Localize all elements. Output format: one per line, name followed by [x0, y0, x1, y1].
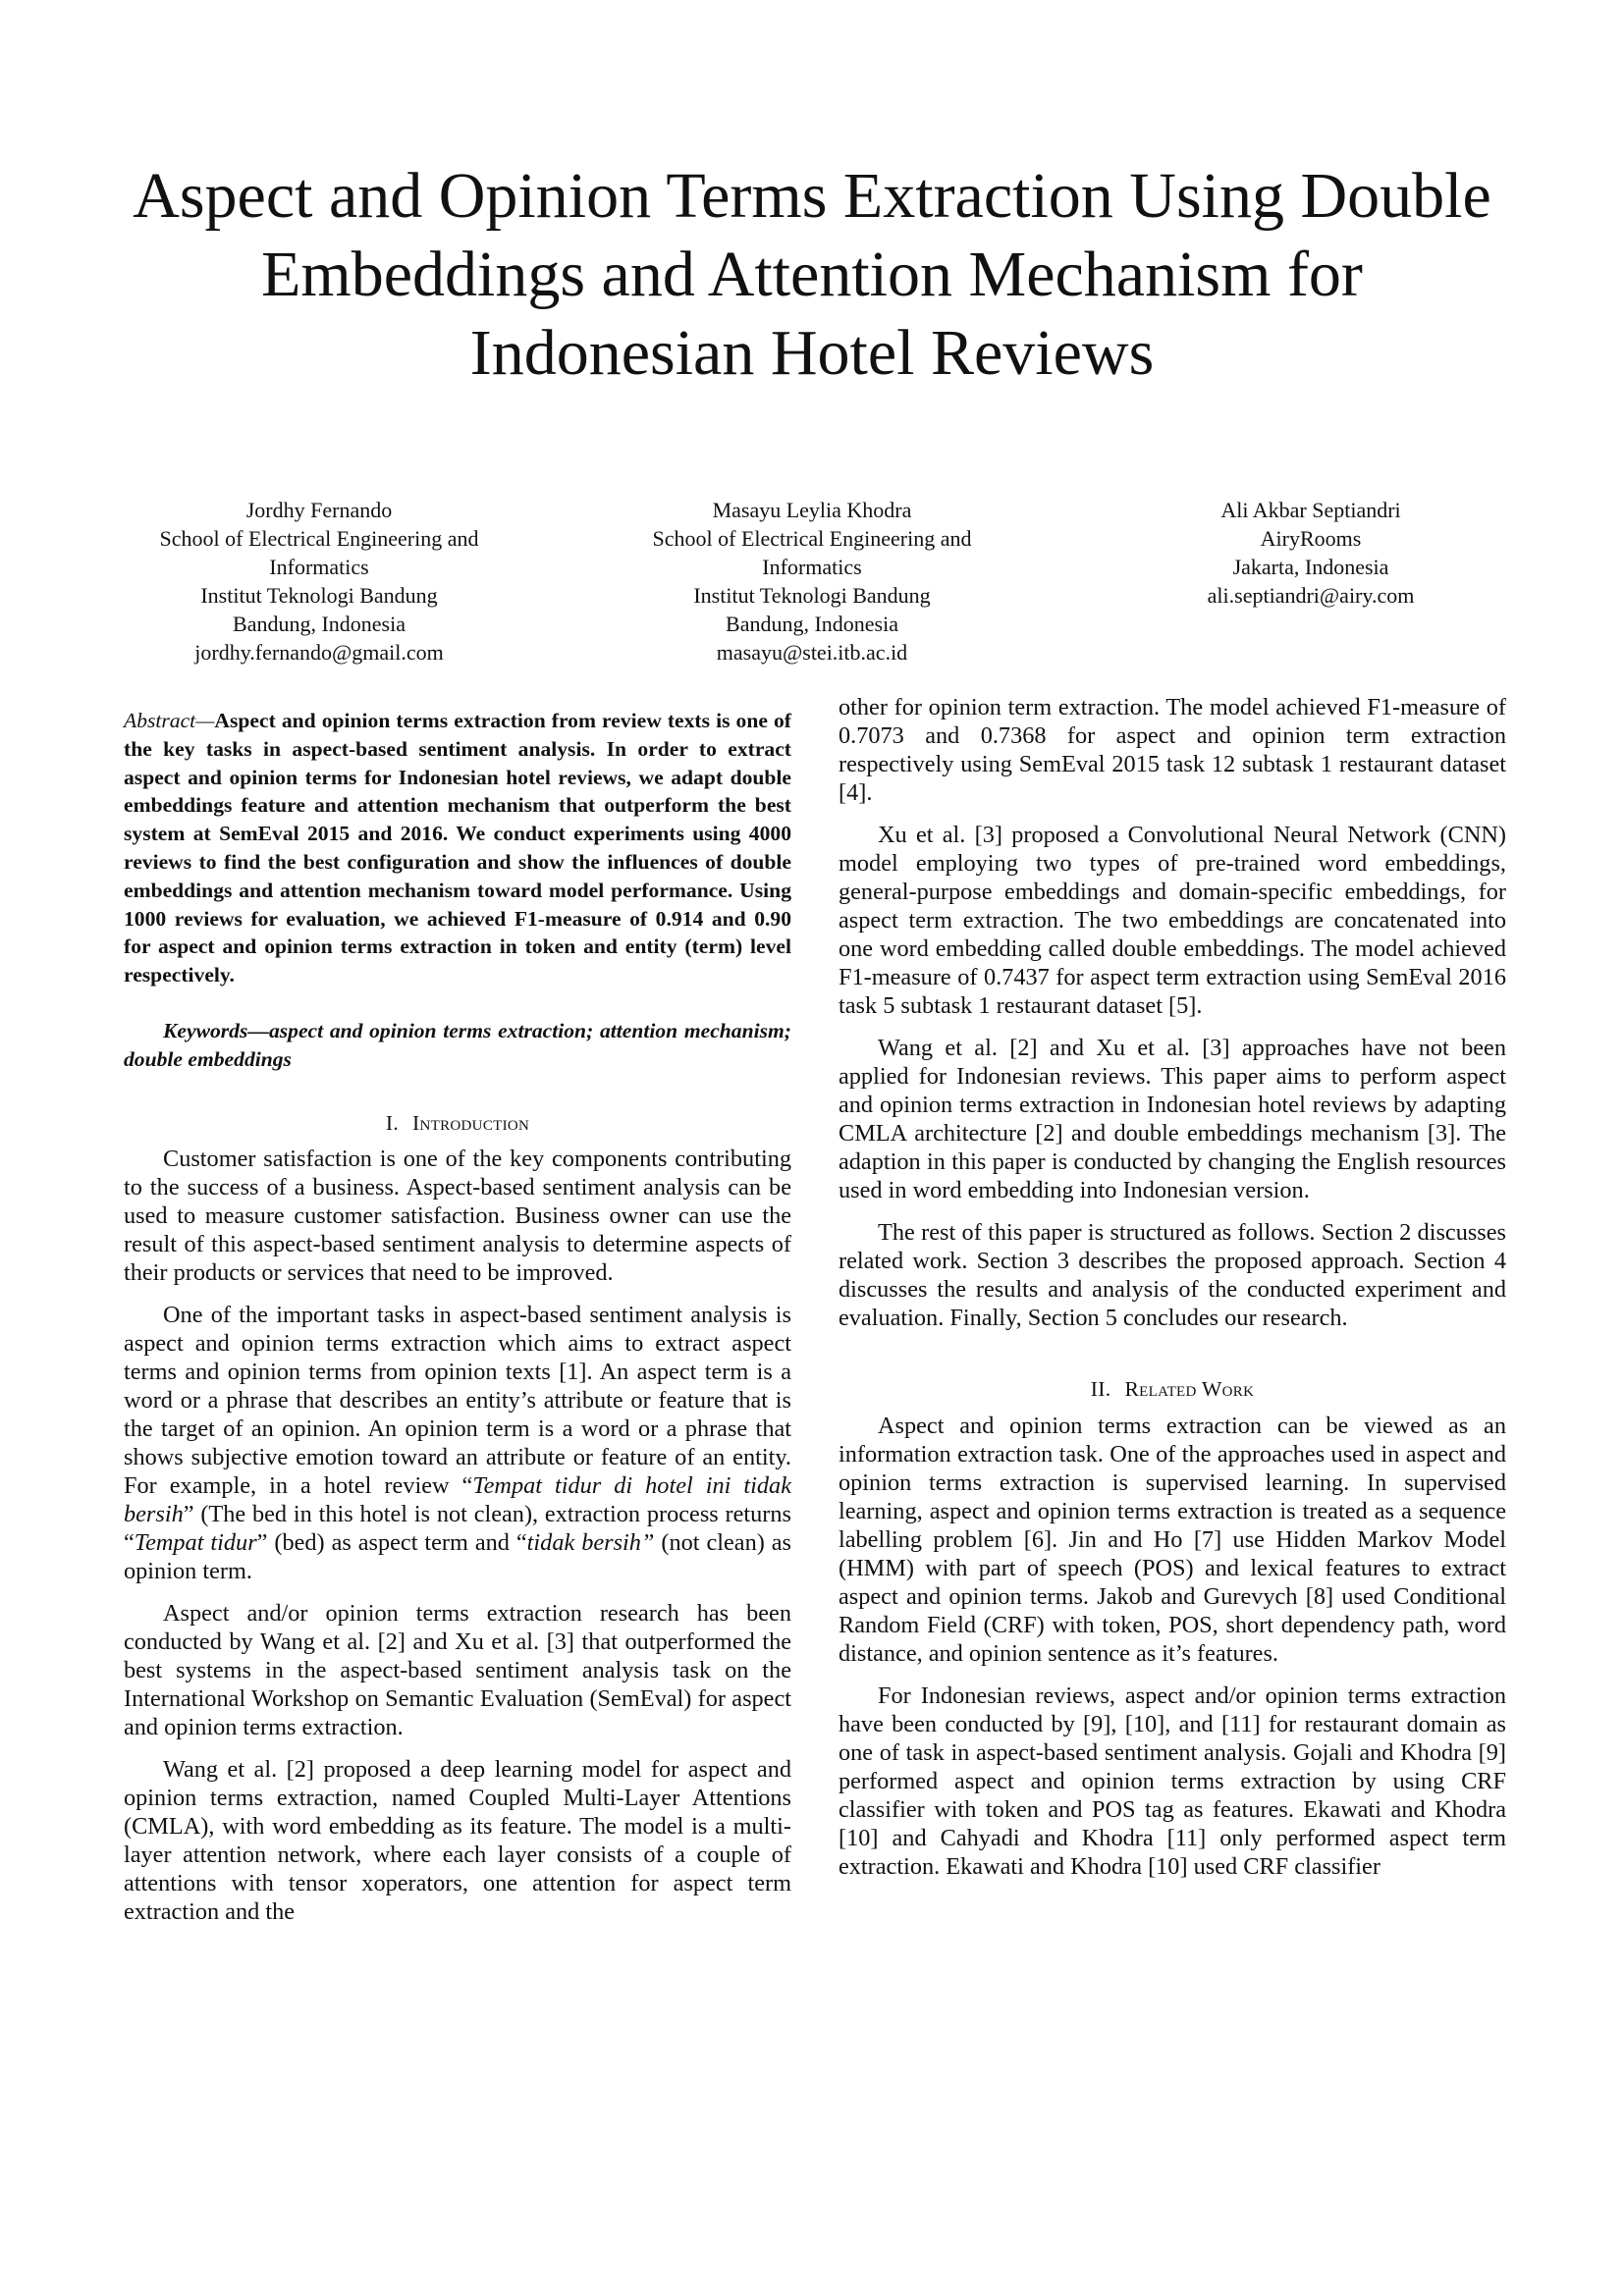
text-run: ” (The bed in this hotel is not clean), extraction process returns “: [124, 1501, 791, 1557]
paragraph: Wang et al. [2] and Xu et al. [3] approaches have not been applied for Indonesian reviews. This paper aims to perform aspect and opinion terms extraction in Indonesian hotel reviews by adapting CMLA architecture [2] and double embeddings mechanism [3]. The adaption in this paper is conducted by changing the English resources used in word embedding into Indonesian version.: [839, 1035, 1506, 1203]
paragraph: [124, 1301, 791, 1585]
abstract-text: Aspect and opinion terms extraction from review texts is one of the key tasks in aspect-based sentiment analysis. In order to extract aspect and opinion terms for Indonesian hotel reviews, we adapt double embeddings feature and attention mechanism that outperform the best system at SemEval 2015 and 2016. We conduct experiments using 4000 reviews to find the best configuration and show the influences of double embeddings and attention mechanism toward model performance. Using 1000 reviews for evaluation, we achieved F1-measure of 0.914 and 0.90 for aspect and opinion terms extraction in token and entity (term) level respectively.: [124, 709, 791, 988]
left-column: [124, 707, 791, 1926]
paragraph: Xu et al. [3] proposed a Convolutional Neural Network (CNN) model employing two types of pre-trained word embeddings, general-purpose embeddings and domain-specific embeddings, for aspect term extraction. The two embeddings are concatenated into one word embedding called double embeddings. The model achieved F1-measure of 0.7437 for aspect term extraction using SemEval 2016 task 5 subtask 1 restaurant dataset [5].: [839, 822, 1506, 1019]
right-column: [839, 693, 1506, 1881]
author-2: [596, 496, 1028, 667]
title-line: Aspect and Opinion Terms Extraction Using Double: [133, 160, 1491, 232]
paragraph: The rest of this paper is structured as follows. Section 2 discusses related work. Section 3 describes the proposed approach. Section 4 discusses the results and analysis of the conducted experiment and evaluation. Finally, Section 5 concludes our research.: [839, 1219, 1506, 1331]
abstract-lead: Abstract: [124, 709, 196, 732]
text-run: ” (bed) as aspect term and “: [256, 1529, 527, 1557]
paragraph: Aspect and opinion terms extraction can be viewed as an information extraction task. One of the approaches used in aspect and opinion terms extraction is supervised learning. In supervised learning, aspect and opinion terms extraction is treated as a sequence labelling problem [6]. Jin and Ho [7] use Hidden Markov Model (HMM) with part of speech (POS) and lexical features to extract aspect and opinion terms. Jakob and Gurevych [8] used Conditional Random Field (CRF) with token, POS, short dependency path, word distance, and opinion sentence as it’s features.: [839, 1412, 1506, 1667]
author-location: Jakarta, Indonesia: [1232, 555, 1389, 579]
author-affiliation: AiryRooms: [1260, 526, 1362, 551]
text-run: (not clean) as opinion term.: [124, 1529, 791, 1585]
author-3: [1095, 496, 1527, 610]
author-institution: Institut Teknologi Bandung: [200, 583, 438, 608]
author-1: [103, 496, 535, 667]
keywords: Keywords—aspect and opinion terms extraction; attention mechanism; double embeddings: [124, 1018, 791, 1071]
abstract-dash: —: [195, 709, 215, 732]
author-name: Ali Akbar Septiandri: [1220, 498, 1401, 522]
paragraph: For Indonesian reviews, aspect and/or opinion terms extraction have been conducted by [9], [10], and [11] for restaurant domain as one of task in aspect-based sentiment analysis. Gojali and Khodra [9] performed aspect and opinion terms extraction by using CRF classifier with token and POS tag as features. Ekawati and Khodra [10] and Cahyadi and Khodra [11] only performed aspect term extraction. Ekawati and Khodra [10] used CRF classifier: [839, 1682, 1506, 1880]
author-location: Bandung, Indonesia: [233, 612, 406, 636]
author-affiliation: School of Electrical Engineering and: [652, 526, 972, 551]
abstract: [124, 707, 791, 989]
author-affiliation: Informatics: [762, 555, 862, 579]
author-affiliation: School of Electrical Engineering and: [159, 526, 479, 551]
title-line: Indonesian Hotel Reviews: [469, 317, 1155, 389]
section-number: I.: [385, 1110, 400, 1135]
author-location: Bandung, Indonesia: [726, 612, 898, 636]
section-heading-introduction: [124, 1109, 791, 1138]
author-name: Jordhy Fernando: [245, 498, 393, 522]
section-number: II.: [1090, 1377, 1111, 1401]
paragraph: Customer satisfaction is one of the key components contributing to the success of a business. Aspect-based sentiment analysis can be used to measure customer satisfaction. Business owner can use the result of this aspect-based sentiment analysis to determine aspects of their products or services that need to be improved.: [124, 1146, 791, 1287]
author-name: Masayu Leylia Khodra: [712, 498, 912, 522]
paragraph: Wang et al. [2] proposed a deep learning model for aspect and opinion terms extraction, named Coupled Multi-Layer Attentions (CMLA), with word embedding as its feature. The model is a multi-layer attention network, where each layer consists of a couple of attentions with tensor xoperators, one attention for aspect term extraction and the: [124, 1756, 791, 1926]
italic-example: Tempat tidur di hotel ini tidak bersih: [124, 1472, 791, 1528]
author-affiliation: Informatics: [269, 555, 369, 579]
italic-example: tidak bersih”: [526, 1529, 655, 1557]
author-email: masayu@stei.itb.ac.id: [716, 640, 908, 665]
section-title: Introduction: [412, 1110, 530, 1135]
author-institution: Institut Teknologi Bandung: [693, 583, 931, 608]
author-block: [0, 496, 1624, 672]
author-email: ali.septiandri@airy.com: [1207, 583, 1415, 608]
section-heading-related-work: [839, 1375, 1506, 1404]
title-line: Embeddings and Attention Mechanism for: [261, 239, 1363, 310]
text-run: One of the important tasks in aspect-based sentiment analysis is aspect and opinion terms extraction which aims to extract aspect terms and opinion terms from opinion texts [1]. An aspect term is a word or a phrase that describes an entity’s attribute or feature that is the target of an opinion. An opinion term is a word or a phrase that shows subjective emotion toward an attribute or feature of an entity. For example, in a hotel review “: [124, 1302, 791, 1500]
paragraph: Aspect and/or opinion terms extraction research has been conducted by Wang et al. [2] and Xu et al. [3] that outperformed the best systems in the aspect-based sentiment analysis task on the International Workshop on Semantic Evaluation (SemEval) for aspect and opinion terms extraction.: [124, 1600, 791, 1741]
author-email: jordhy.fernando@gmail.com: [194, 640, 444, 665]
italic-example: Tempat tidur: [134, 1529, 257, 1557]
paper-title: [79, 157, 1545, 393]
section-title: Related Work: [1124, 1377, 1255, 1401]
paragraph: other for opinion term extraction. The model achieved F1-measure of 0.7073 and 0.7368 for aspect and opinion term extraction respectively using SemEval 2015 task 12 subtask 1 restaurant dataset [4].: [839, 694, 1506, 806]
